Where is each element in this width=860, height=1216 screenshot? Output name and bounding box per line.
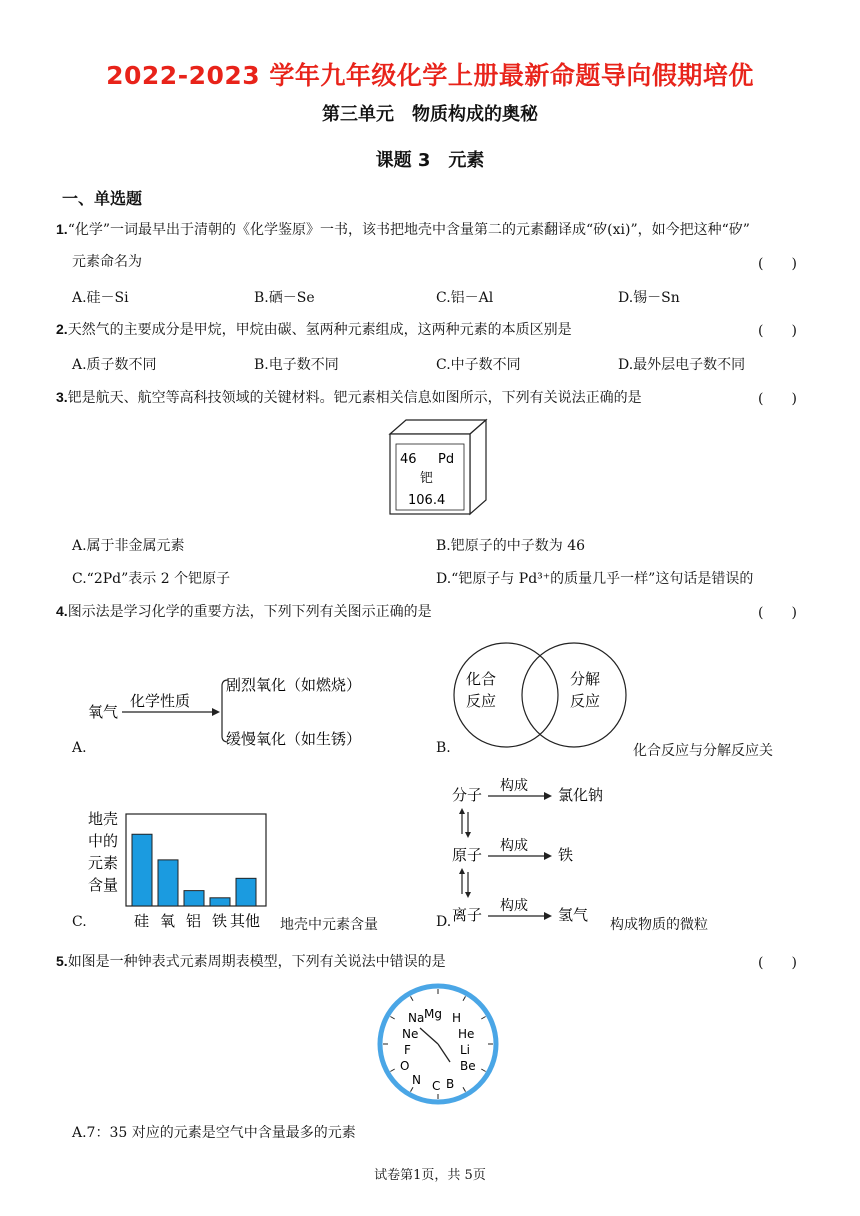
q4-option-c-caption: 地壳中元素含量 bbox=[280, 917, 378, 933]
q1-answer-paren: ( ) bbox=[758, 256, 797, 272]
particle-verb-1: 构成 bbox=[500, 778, 528, 794]
chart-ylabel-1: 地壳 bbox=[88, 810, 119, 828]
q2-answer-paren: ( ) bbox=[758, 323, 797, 339]
venn-right-label-2: 反应 bbox=[570, 692, 601, 710]
clock-symbol-na: Na bbox=[408, 1011, 425, 1025]
q3-option-a: A.属于非金属元素 bbox=[72, 538, 185, 554]
clock-symbol-c: C bbox=[432, 1079, 441, 1093]
x-tick-label-0: 硅 bbox=[134, 912, 150, 930]
q4-option-b-label: B. bbox=[436, 740, 451, 756]
chart-ylabel-3: 元素 bbox=[88, 854, 119, 872]
crust-element-chart bbox=[84, 806, 274, 934]
q4-text: 图示法是学习化学的重要方法，下列下列有关图示正确的是 bbox=[67, 604, 432, 620]
bar-4 bbox=[236, 878, 256, 906]
q5-answer-paren: ( ) bbox=[758, 955, 797, 971]
element-mass: 106.4 bbox=[408, 493, 446, 508]
q4-line bbox=[56, 602, 432, 621]
page-footer: 试卷第1页，共 5页 bbox=[374, 1168, 486, 1183]
q1-option-c: C.铝－Al bbox=[436, 290, 494, 306]
diagram-bottom-branch: 缓慢氧化（如生锈） bbox=[226, 730, 362, 748]
diagram-root-oxygen: 氧气 bbox=[88, 703, 119, 721]
venn-right-label-1: 分解 bbox=[570, 670, 601, 688]
x-tick-label-1: 氧 bbox=[160, 912, 176, 930]
q1-line1 bbox=[56, 220, 750, 239]
q1-text-line1: “化学”一词最早出于清朝的《化学鉴原》一书，该书把地壳中含量第二的元素翻译成“矽(xi)”，如今把这种“矽” bbox=[67, 222, 750, 238]
diagram-top-branch: 剧烈氧化（如燃烧） bbox=[226, 676, 362, 694]
q3-answer-paren: ( ) bbox=[758, 391, 797, 407]
particle-verb-2: 构成 bbox=[500, 838, 528, 854]
clock-symbol-f: F bbox=[404, 1043, 411, 1057]
particle-row-ion: 离子 bbox=[452, 906, 483, 924]
q5-text: 如图是一种钟表式元素周期表模型，下列有关说法中错误的是 bbox=[67, 954, 446, 970]
bar-0 bbox=[132, 834, 152, 906]
particle-row-molecule: 分子 bbox=[452, 786, 483, 804]
venn-left-label-2: 反应 bbox=[466, 692, 497, 710]
particle-target-2: 铁 bbox=[558, 846, 574, 864]
particle-verb-3: 构成 bbox=[500, 898, 528, 914]
chart-ylabel-2: 中的 bbox=[88, 832, 119, 850]
element-card bbox=[388, 418, 492, 518]
x-tick-label-2: 铝 bbox=[186, 912, 202, 930]
unit-title: 第三单元 物质构成的奥秘 bbox=[322, 104, 538, 125]
clock-symbol-h: H bbox=[452, 1011, 462, 1025]
q5-option-a: A.7：35 对应的元素是空气中含量最多的元素 bbox=[72, 1125, 356, 1141]
q5-line bbox=[56, 952, 446, 971]
venn-diagram bbox=[450, 640, 630, 750]
clock-symbol-be: Be bbox=[460, 1059, 476, 1073]
chart-ylabel-4: 含量 bbox=[88, 876, 119, 894]
q1-option-b: B.硒－Se bbox=[254, 290, 315, 306]
section-title: 一、单选题 bbox=[62, 189, 143, 208]
q3-number: 3. bbox=[56, 389, 68, 405]
clock-periodic-table bbox=[376, 982, 500, 1106]
q3-line bbox=[56, 388, 642, 407]
bar-2 bbox=[184, 891, 204, 906]
q1-number: 1. bbox=[56, 221, 68, 237]
element-atomic-number: 46 bbox=[400, 452, 417, 467]
clock-symbol-he: He bbox=[458, 1027, 475, 1041]
bar-1 bbox=[158, 860, 178, 906]
q2-option-d: D.最外层电子数不同 bbox=[618, 357, 746, 373]
q1-text-line2: 元素命名为 bbox=[72, 254, 142, 270]
q4-option-b-caption: 化合反应与分解反应关 bbox=[633, 743, 773, 759]
q4-number: 4. bbox=[56, 603, 68, 619]
q1-option-d: D.锡－Sn bbox=[618, 290, 680, 306]
q2-option-a: A.质子数不同 bbox=[72, 357, 157, 373]
q3-option-b: B.钯原子的中子数为 46 bbox=[436, 538, 586, 554]
q4-option-d-label: D. bbox=[436, 914, 452, 930]
bar-3 bbox=[210, 898, 230, 906]
q3-option-c: C.“2Pd”表示 2 个钯原子 bbox=[72, 571, 231, 587]
particle-diagram bbox=[450, 776, 610, 936]
clock-symbol-b: B bbox=[446, 1077, 455, 1091]
particle-target-3: 氢气 bbox=[558, 906, 589, 924]
q2-text: 天然气的主要成分是甲烷，甲烷由碳、氢两种元素组成，这两种元素的本质区别是 bbox=[67, 322, 572, 338]
q3-option-d: D.“钯原子与 Pd³⁺的质量几乎一样”这句话是错误的 bbox=[436, 571, 754, 587]
particle-target-1: 氯化钠 bbox=[558, 786, 604, 804]
q4-answer-paren: ( ) bbox=[758, 605, 797, 621]
particle-row-atom: 原子 bbox=[452, 846, 483, 864]
diagram-branch-label: 化学性质 bbox=[130, 692, 191, 710]
q4-option-c-label: C. bbox=[72, 914, 87, 930]
q3-text: 钯是航天、航空等高科技领域的关键材料。钯元素相关信息如图所示，下列有关说法正确的是 bbox=[67, 390, 642, 406]
q1-option-a: A.硅－Si bbox=[72, 290, 129, 306]
clock-symbol-li: Li bbox=[460, 1043, 471, 1057]
x-tick-label-3: 铁 bbox=[212, 912, 228, 930]
q2-option-c: C.中子数不同 bbox=[436, 357, 521, 373]
clock-symbol-mg: Mg bbox=[424, 1007, 442, 1021]
element-symbol: Pd bbox=[438, 452, 455, 467]
element-name: 钯 bbox=[420, 471, 434, 486]
q4-option-a-label: A. bbox=[72, 740, 87, 756]
x-tick-label-4: 其他 bbox=[230, 912, 261, 930]
main-title: 2022-2023 学年九年级化学上册最新命题导向假期培优 bbox=[106, 61, 754, 90]
q2-number: 2. bbox=[56, 321, 68, 337]
clock-symbol-o: O bbox=[400, 1059, 410, 1073]
q2-option-b: B.电子数不同 bbox=[254, 357, 339, 373]
q2-line bbox=[56, 320, 572, 339]
clock-symbol-ne: Ne bbox=[402, 1027, 419, 1041]
q4-option-d-caption: 构成物质的微粒 bbox=[610, 917, 708, 933]
q5-number: 5. bbox=[56, 953, 68, 969]
oxygen-property-diagram bbox=[84, 660, 384, 760]
clock-symbol-n: N bbox=[412, 1073, 421, 1087]
venn-left-label-1: 化合 bbox=[466, 670, 497, 688]
lesson-title: 课题 3 元素 bbox=[375, 150, 485, 171]
